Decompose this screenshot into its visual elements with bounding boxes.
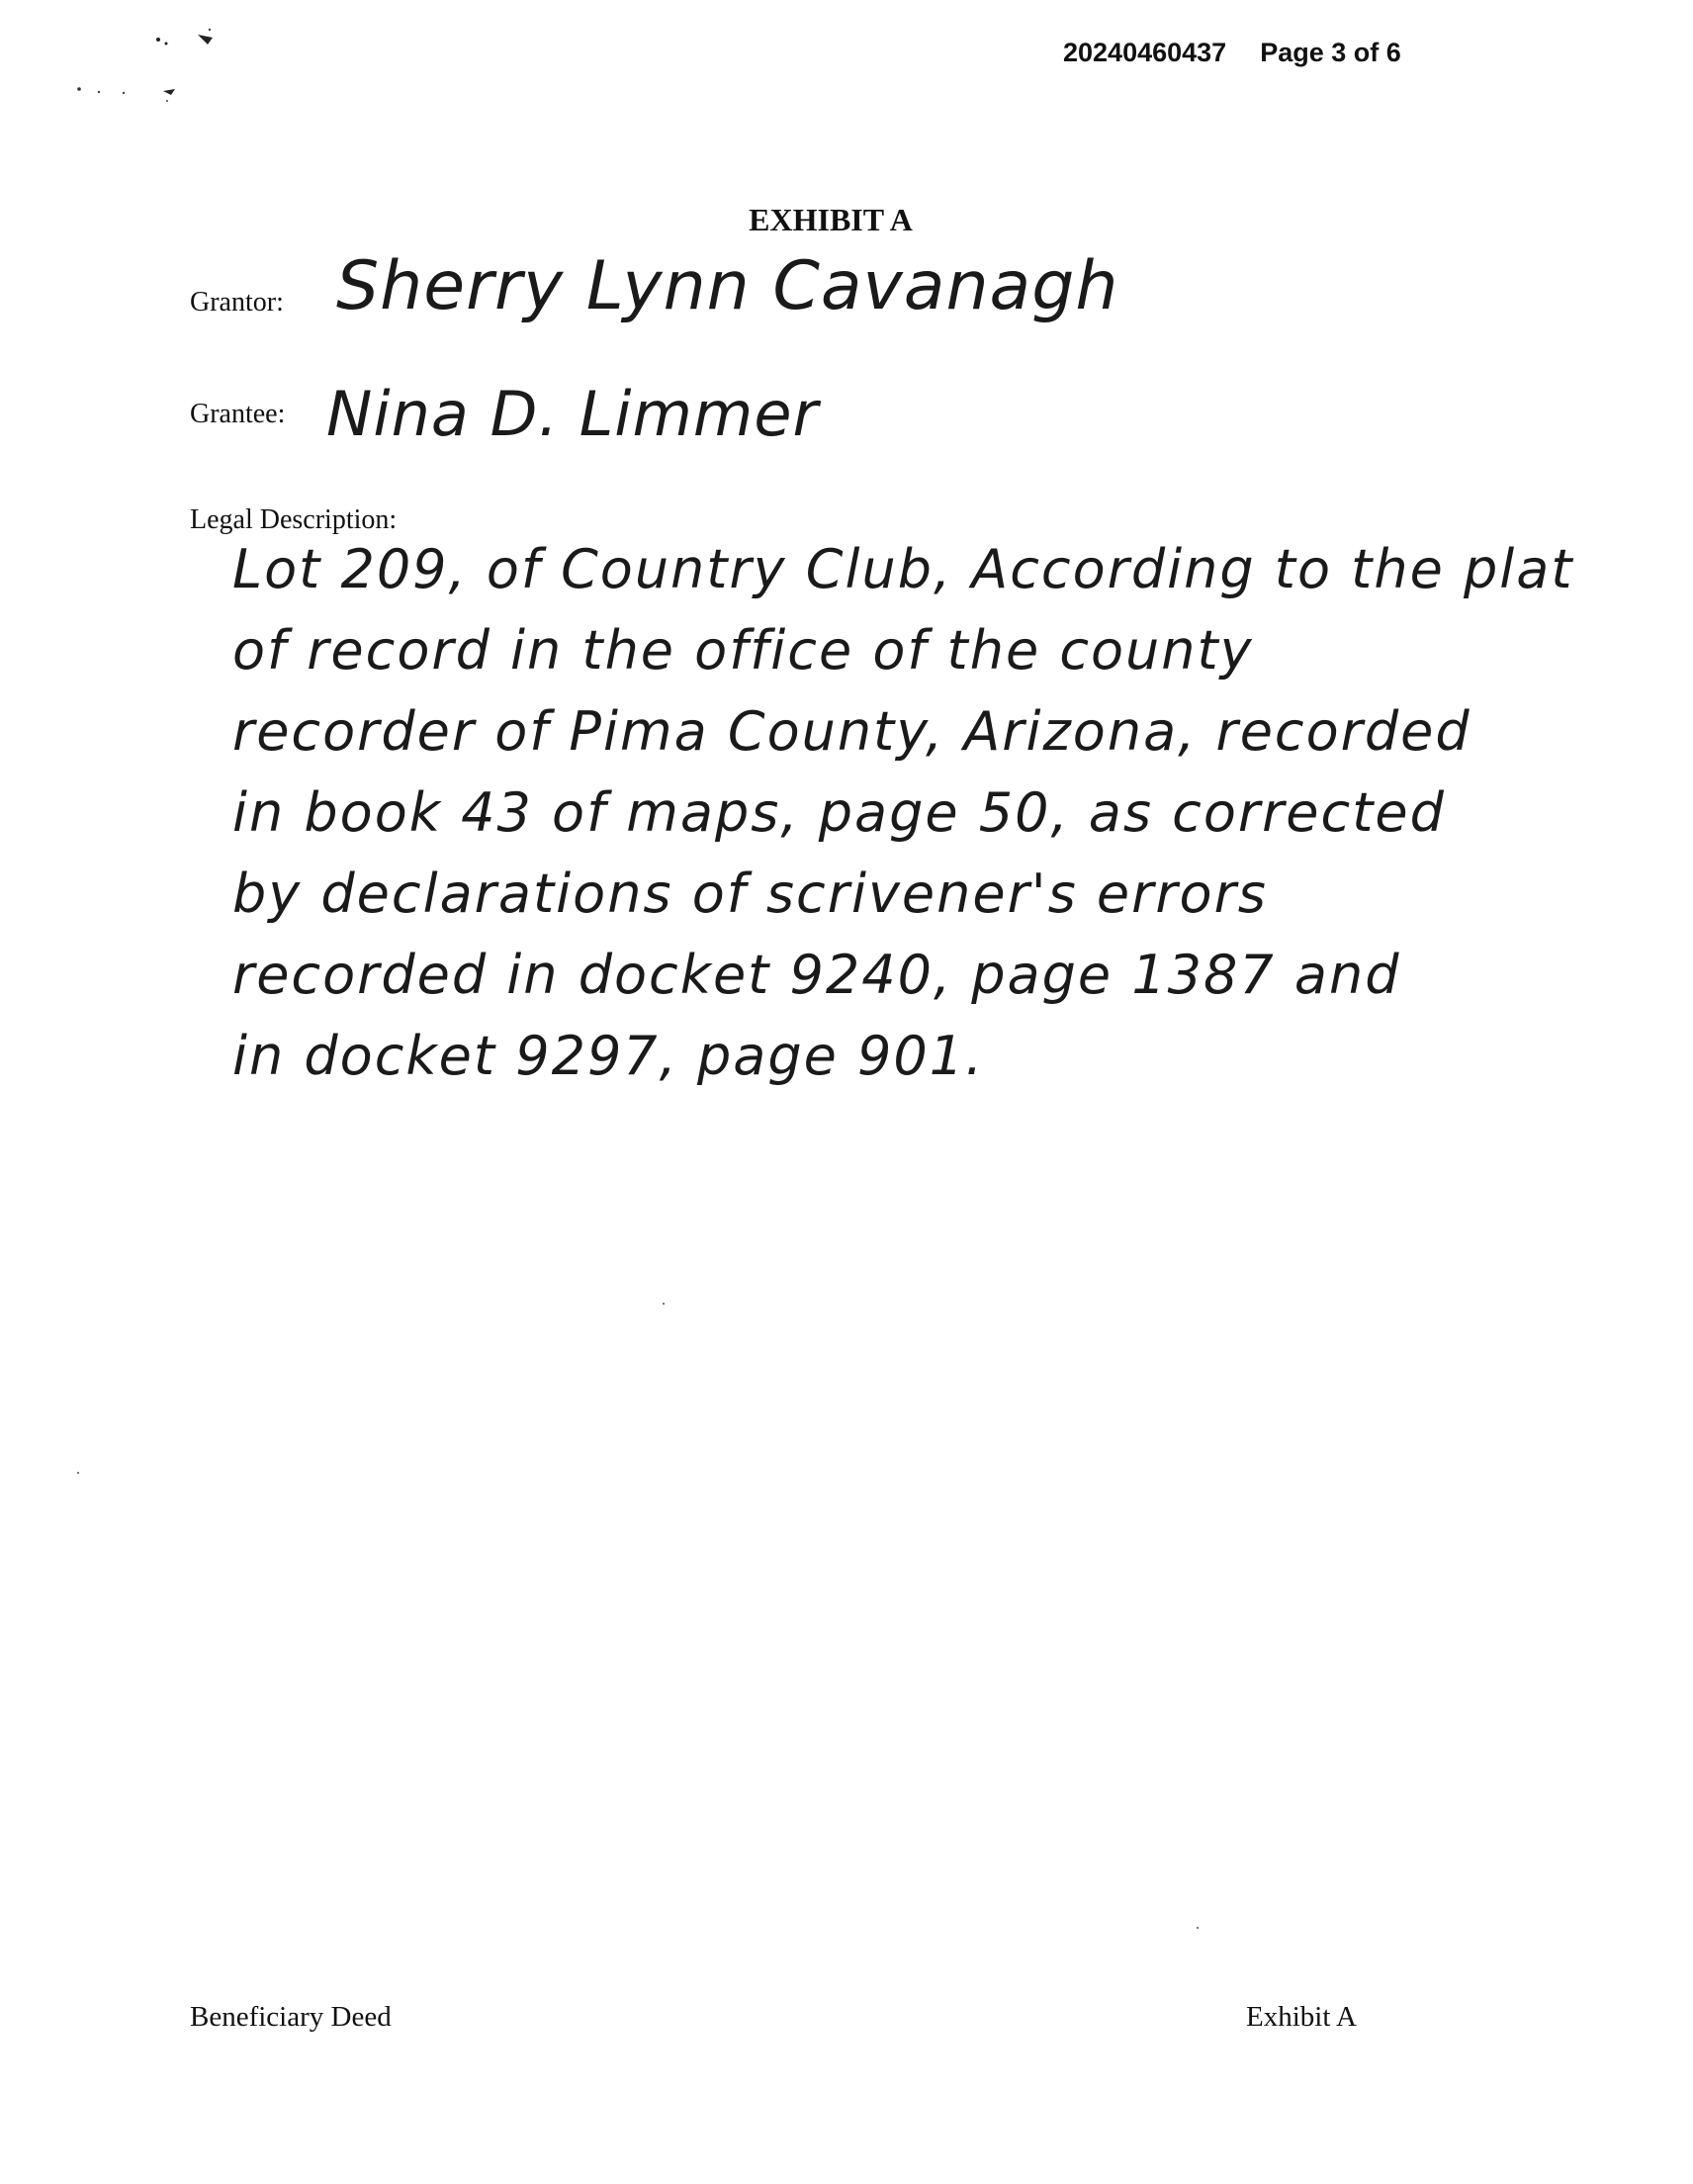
legal-description-line: of record in the office of the county bbox=[232, 619, 1254, 682]
scan-speck bbox=[1197, 1927, 1199, 1929]
document-number: 20240460437 bbox=[1063, 38, 1227, 67]
exhibit-title: EXHIBIT A bbox=[749, 202, 913, 237]
legal-description-handwritten bbox=[232, 529, 1637, 1097]
grantor-label: Grantor: bbox=[190, 287, 284, 318]
legal-description-line: recorder of Pima County, Arizona, recorded bbox=[232, 700, 1471, 763]
document-header bbox=[1063, 38, 1401, 68]
scan-specks bbox=[64, 20, 242, 109]
legal-description-line: in docket 9297, page 901. bbox=[232, 1025, 985, 1087]
footer-exhibit-label: Exhibit A bbox=[1246, 2001, 1357, 2033]
grantee-handwritten-name: Nina D. Limmer bbox=[326, 378, 819, 450]
legal-description-label: Legal Description: bbox=[190, 504, 398, 535]
grantee-label: Grantee: bbox=[190, 399, 286, 429]
legal-description-line: in book 43 of maps, page 50, as corrected bbox=[232, 781, 1446, 844]
footer-document-type: Beneficiary Deed bbox=[190, 2001, 392, 2033]
scan-speck bbox=[77, 1472, 79, 1474]
grantor-handwritten-name: Sherry Lynn Cavanagh bbox=[336, 247, 1119, 325]
page-indicator: Page 3 of 6 bbox=[1260, 38, 1401, 67]
scan-speck bbox=[663, 1303, 665, 1305]
legal-description-line: recorded in docket 9240, page 1387 and bbox=[232, 944, 1401, 1006]
legal-description-line: by declarations of scrivener's errors bbox=[232, 863, 1268, 925]
legal-description-line: Lot 209, of Country Club, According to the plat bbox=[232, 538, 1574, 600]
